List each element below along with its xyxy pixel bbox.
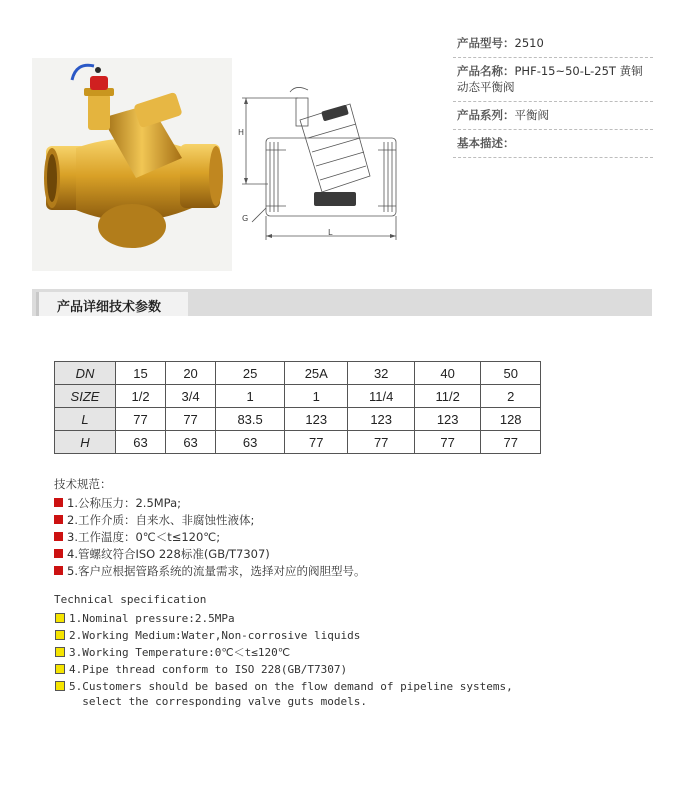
table-cell: 1/2 bbox=[116, 385, 166, 408]
table-cell: 11/4 bbox=[348, 385, 414, 408]
table-cell: 20 bbox=[166, 362, 216, 385]
cn-spec-block bbox=[54, 476, 365, 579]
table-cell: 40 bbox=[414, 362, 480, 385]
model-value: 2510 bbox=[514, 36, 544, 50]
description-label: 基本描述： bbox=[457, 136, 515, 150]
cn-spec-title: 技术规范： bbox=[54, 477, 112, 491]
table-cell: 32 bbox=[348, 362, 414, 385]
en-spec-item-text: 3.Working Temperature:0℃＜t≤120℃ bbox=[69, 646, 291, 659]
en-spec-block bbox=[54, 593, 513, 709]
table-cell: 63 bbox=[166, 431, 216, 454]
yellow-square-bullet-icon bbox=[55, 681, 65, 691]
table-cell: 25A bbox=[285, 362, 348, 385]
table-cell: 2 bbox=[481, 385, 541, 408]
cn-spec-item-text: 1.公称压力：2.5MPa; bbox=[67, 495, 182, 510]
table-cell: 128 bbox=[481, 408, 541, 431]
row-header-cell: DN bbox=[55, 362, 116, 385]
spec-table bbox=[54, 361, 541, 454]
dimension-h-label: H bbox=[238, 128, 245, 137]
table-cell: 63 bbox=[216, 431, 285, 454]
dimension-g-label: G bbox=[242, 214, 249, 223]
cn-spec-item-text: 4.管螺纹符合ISO 228标准(GB/T7307) bbox=[67, 546, 270, 561]
table-row bbox=[55, 362, 541, 385]
red-square-bullet-icon bbox=[54, 515, 63, 524]
table-cell: 1 bbox=[285, 385, 348, 408]
table-cell: 77 bbox=[481, 431, 541, 454]
table-cell: 77 bbox=[166, 408, 216, 431]
brass-valve-image bbox=[32, 58, 232, 271]
cn-spec-item-text: 2.工作介质：自来水、非腐蚀性液体; bbox=[67, 512, 255, 527]
product-photo bbox=[32, 58, 232, 271]
table-cell: 77 bbox=[348, 431, 414, 454]
yellow-square-bullet-icon bbox=[55, 613, 65, 623]
red-square-bullet-icon bbox=[54, 566, 63, 575]
en-spec-item-text: 1.Nominal pressure:2.5MPa bbox=[69, 612, 235, 625]
cn-spec-item-text: 5.客户应根据管路系统的流量需求，选择对应的阀胆型号。 bbox=[67, 563, 366, 578]
table-cell: 77 bbox=[116, 408, 166, 431]
table-cell: 50 bbox=[481, 362, 541, 385]
table-cell: 15 bbox=[116, 362, 166, 385]
cn-spec-item bbox=[54, 562, 365, 579]
cn-spec-item bbox=[54, 545, 365, 562]
table-cell: 123 bbox=[285, 408, 348, 431]
cn-spec-item bbox=[54, 494, 365, 511]
product-info bbox=[453, 30, 653, 158]
valve-section-diagram bbox=[238, 80, 413, 250]
table-row bbox=[55, 431, 541, 454]
cn-spec-item bbox=[54, 511, 365, 528]
table-cell: 123 bbox=[414, 408, 480, 431]
table-cell: 77 bbox=[285, 431, 348, 454]
table-cell: 123 bbox=[348, 408, 414, 431]
en-spec-item bbox=[54, 645, 513, 662]
section-title: 产品详细技术参数 bbox=[36, 292, 188, 316]
row-header-cell: L bbox=[55, 408, 116, 431]
yellow-square-bullet-icon bbox=[55, 630, 65, 640]
row-header-cell: SIZE bbox=[55, 385, 116, 408]
cn-spec-item bbox=[54, 528, 365, 545]
en-spec-item-text: 2.Working Medium:Water,Non-corrosive liquids bbox=[69, 629, 361, 642]
en-spec-item bbox=[54, 662, 513, 679]
description-row bbox=[453, 130, 653, 158]
red-square-bullet-icon bbox=[54, 549, 63, 558]
series-row bbox=[453, 102, 653, 130]
model-label: 产品型号： bbox=[457, 36, 515, 50]
series-label: 产品系列： bbox=[457, 108, 515, 122]
red-square-bullet-icon bbox=[54, 498, 63, 507]
en-spec-title: Technical specification bbox=[54, 593, 207, 606]
table-cell: 11/2 bbox=[414, 385, 480, 408]
cn-spec-item-text: 3.工作温度：0℃＜t≤120℃; bbox=[67, 529, 221, 544]
name-label: 产品名称： bbox=[457, 64, 515, 78]
table-row bbox=[55, 408, 541, 431]
en-spec-item-text: 5.Customers should be based on the flow demand of pipeline systems, select the corresponding valve guts models. bbox=[69, 680, 513, 708]
series-value: 平衡阀 bbox=[514, 108, 549, 122]
en-spec-item bbox=[54, 628, 513, 645]
yellow-square-bullet-icon bbox=[55, 664, 65, 674]
table-cell: 1 bbox=[216, 385, 285, 408]
row-header-cell: H bbox=[55, 431, 116, 454]
technical-drawing bbox=[238, 80, 413, 250]
table-cell: 63 bbox=[116, 431, 166, 454]
name-value: PHF-15~50-L-25T 黄铜动态平衡阀 bbox=[457, 64, 643, 94]
table-cell: 25 bbox=[216, 362, 285, 385]
model-row bbox=[453, 30, 653, 58]
table-cell: 77 bbox=[414, 431, 480, 454]
en-spec-item-text: 4.Pipe thread conform to ISO 228(GB/T7307) bbox=[69, 663, 348, 676]
section-header-bar bbox=[32, 289, 652, 316]
dimension-l-label: L bbox=[328, 228, 333, 237]
table-cell: 3/4 bbox=[166, 385, 216, 408]
name-row bbox=[453, 58, 653, 102]
yellow-square-bullet-icon bbox=[55, 647, 65, 657]
table-cell: 83.5 bbox=[216, 408, 285, 431]
en-spec-item bbox=[54, 679, 513, 709]
table-row bbox=[55, 385, 541, 408]
en-spec-item bbox=[54, 611, 513, 628]
red-square-bullet-icon bbox=[54, 532, 63, 541]
